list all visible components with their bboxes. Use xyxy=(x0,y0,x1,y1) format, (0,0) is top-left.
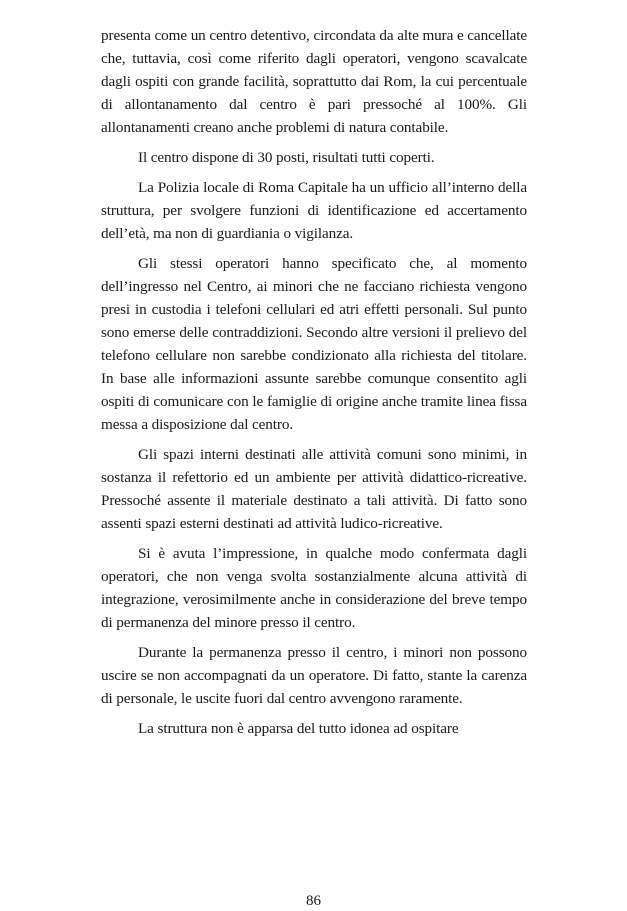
document-body xyxy=(101,24,527,747)
paragraph-posti: Il centro dispone di 30 posti, risultati tutti coperti. xyxy=(138,149,435,166)
paragraph-operatori: Gli stessi operatori hanno specificato che, al momento dell’ingresso nel Centro, ai minori che ne facciano richiesta vengono presi in custodia i telefoni cellulari ed atri effetti personali. Sul punto sono emerse delle contraddizioni. Secondo altre versioni il prelievo del telefono cellulare non sarebbe condizionato alla richiesta del titolare. In base alle informazioni assunte sarebbe comunque consentito agli ospiti di comunicare con le famiglie di origine anche tramite linea fissa messa a disposizione dal centro. xyxy=(101,255,527,433)
paragraph-polizia: La Polizia locale di Roma Capitale ha un ufficio all’interno della struttura, per svolgere funzioni di identificazione ed accertamento dell’età, ma non di guardiania o vigilanza. xyxy=(101,179,527,242)
paragraph-permanenza: Durante la permanenza presso il centro, i minori non possono uscire se non accompagnati da un operatore. Di fatto, stante la carenza di personale, le uscite fuori dal centro avvengono raramente. xyxy=(101,644,527,707)
paragraph-spazi: Gli spazi interni destinati alle attività comuni sono minimi, in sostanza il refettorio ed un ambiente per attività didattico-ricreative. Pressoché assente il materiale destinato a tali attività. Di fatto sono assenti spazi esterni destinati ad attività ludico-ricreative. xyxy=(101,446,527,532)
paragraph-continuation: presenta come un centro detentivo, circondata da alte mura e cancellate che, tuttavia, così come riferito dagli operatori, vengono scavalcate dagli ospiti con grande facilità, soprattutto dai Rom, la cui percentuale di allontanamento dal centro è pari pressoché al 100%. Gli allontanamenti creano anche problemi di natura contabile. xyxy=(101,27,527,136)
page-number: 86 xyxy=(306,893,321,909)
paragraph-struttura: La struttura non è apparsa del tutto idonea ad ospitare xyxy=(138,720,459,737)
paragraph-impressione: Si è avuta l’impressione, in qualche modo confermata dagli operatori, che non venga svolta sostanzialmente alcuna attività di integrazione, verosimilmente anche in considerazione del breve tempo di permanenza del minore presso il centro. xyxy=(101,545,527,631)
